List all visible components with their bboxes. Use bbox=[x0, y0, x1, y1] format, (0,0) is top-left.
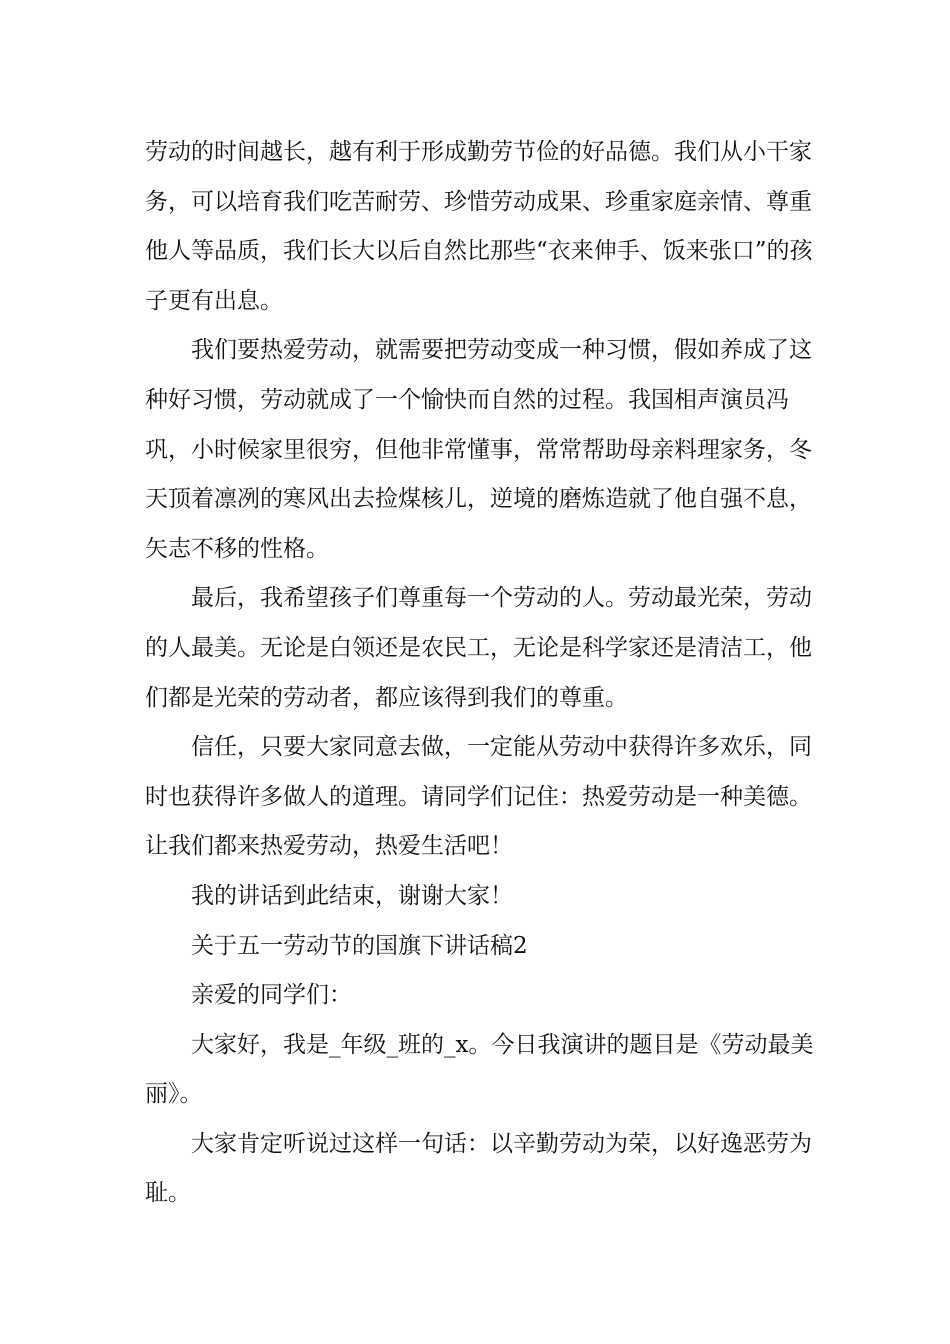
paragraph: 最后，我希望孩子们尊重每一个劳动的人。劳动最光荣，劳动的人最美。无论是白领还是农民工，无论是科学家还是清洁工，他们都是光荣的劳动者，都应该得到我们的尊重。 bbox=[145, 585, 812, 711]
paragraph: 大家好，我是_年级_班的_x。今日我演讲的题目是《劳动最美丽》。 bbox=[145, 1031, 814, 1108]
paragraph: 信任，只要大家同意去做，一定能从劳动中获得许多欢乐，同时也获得许多做人的道理。请同学们记住：热爱劳动是一种美德。让我们都来热爱劳动，热爱生活吧！ bbox=[145, 734, 812, 860]
document-body bbox=[145, 128, 815, 1219]
closing-line: 我的讲话到此结束，谢谢大家！ bbox=[191, 882, 513, 909]
section-title: 关于五一劳动节的国旗下讲话稿2 bbox=[191, 932, 528, 959]
paragraph: 我们要热爱劳动，就需要把劳动变成一种习惯，假如养成了这种好习惯，劳动就成了一个愉快而自然的过程。我国相声演员冯巩，小时候家里很穷，但他非常懂事，常常帮助母亲料理家务，冬天顶着凛冽的寒风出去捡煤核儿，逆境的磨炼造就了他自强不息，矢志不移的性格。 bbox=[145, 337, 812, 562]
paragraph: 劳动的时间越长，越有利于形成勤劳节俭的好品德。我们从小干家务，可以培育我们吃苦耐劳、珍惜劳动成果、珍重家庭亲情、尊重他人等品质，我们长大以后自然比那些“衣来伸手、饭来张口”的孩子更有出息。 bbox=[145, 139, 813, 314]
paragraph: 大家肯定听说过这样一句话：以辛勤劳动为荣，以好逸恶劳为耻。 bbox=[145, 1130, 812, 1207]
salutation: 亲爱的同学们： bbox=[191, 982, 352, 1009]
